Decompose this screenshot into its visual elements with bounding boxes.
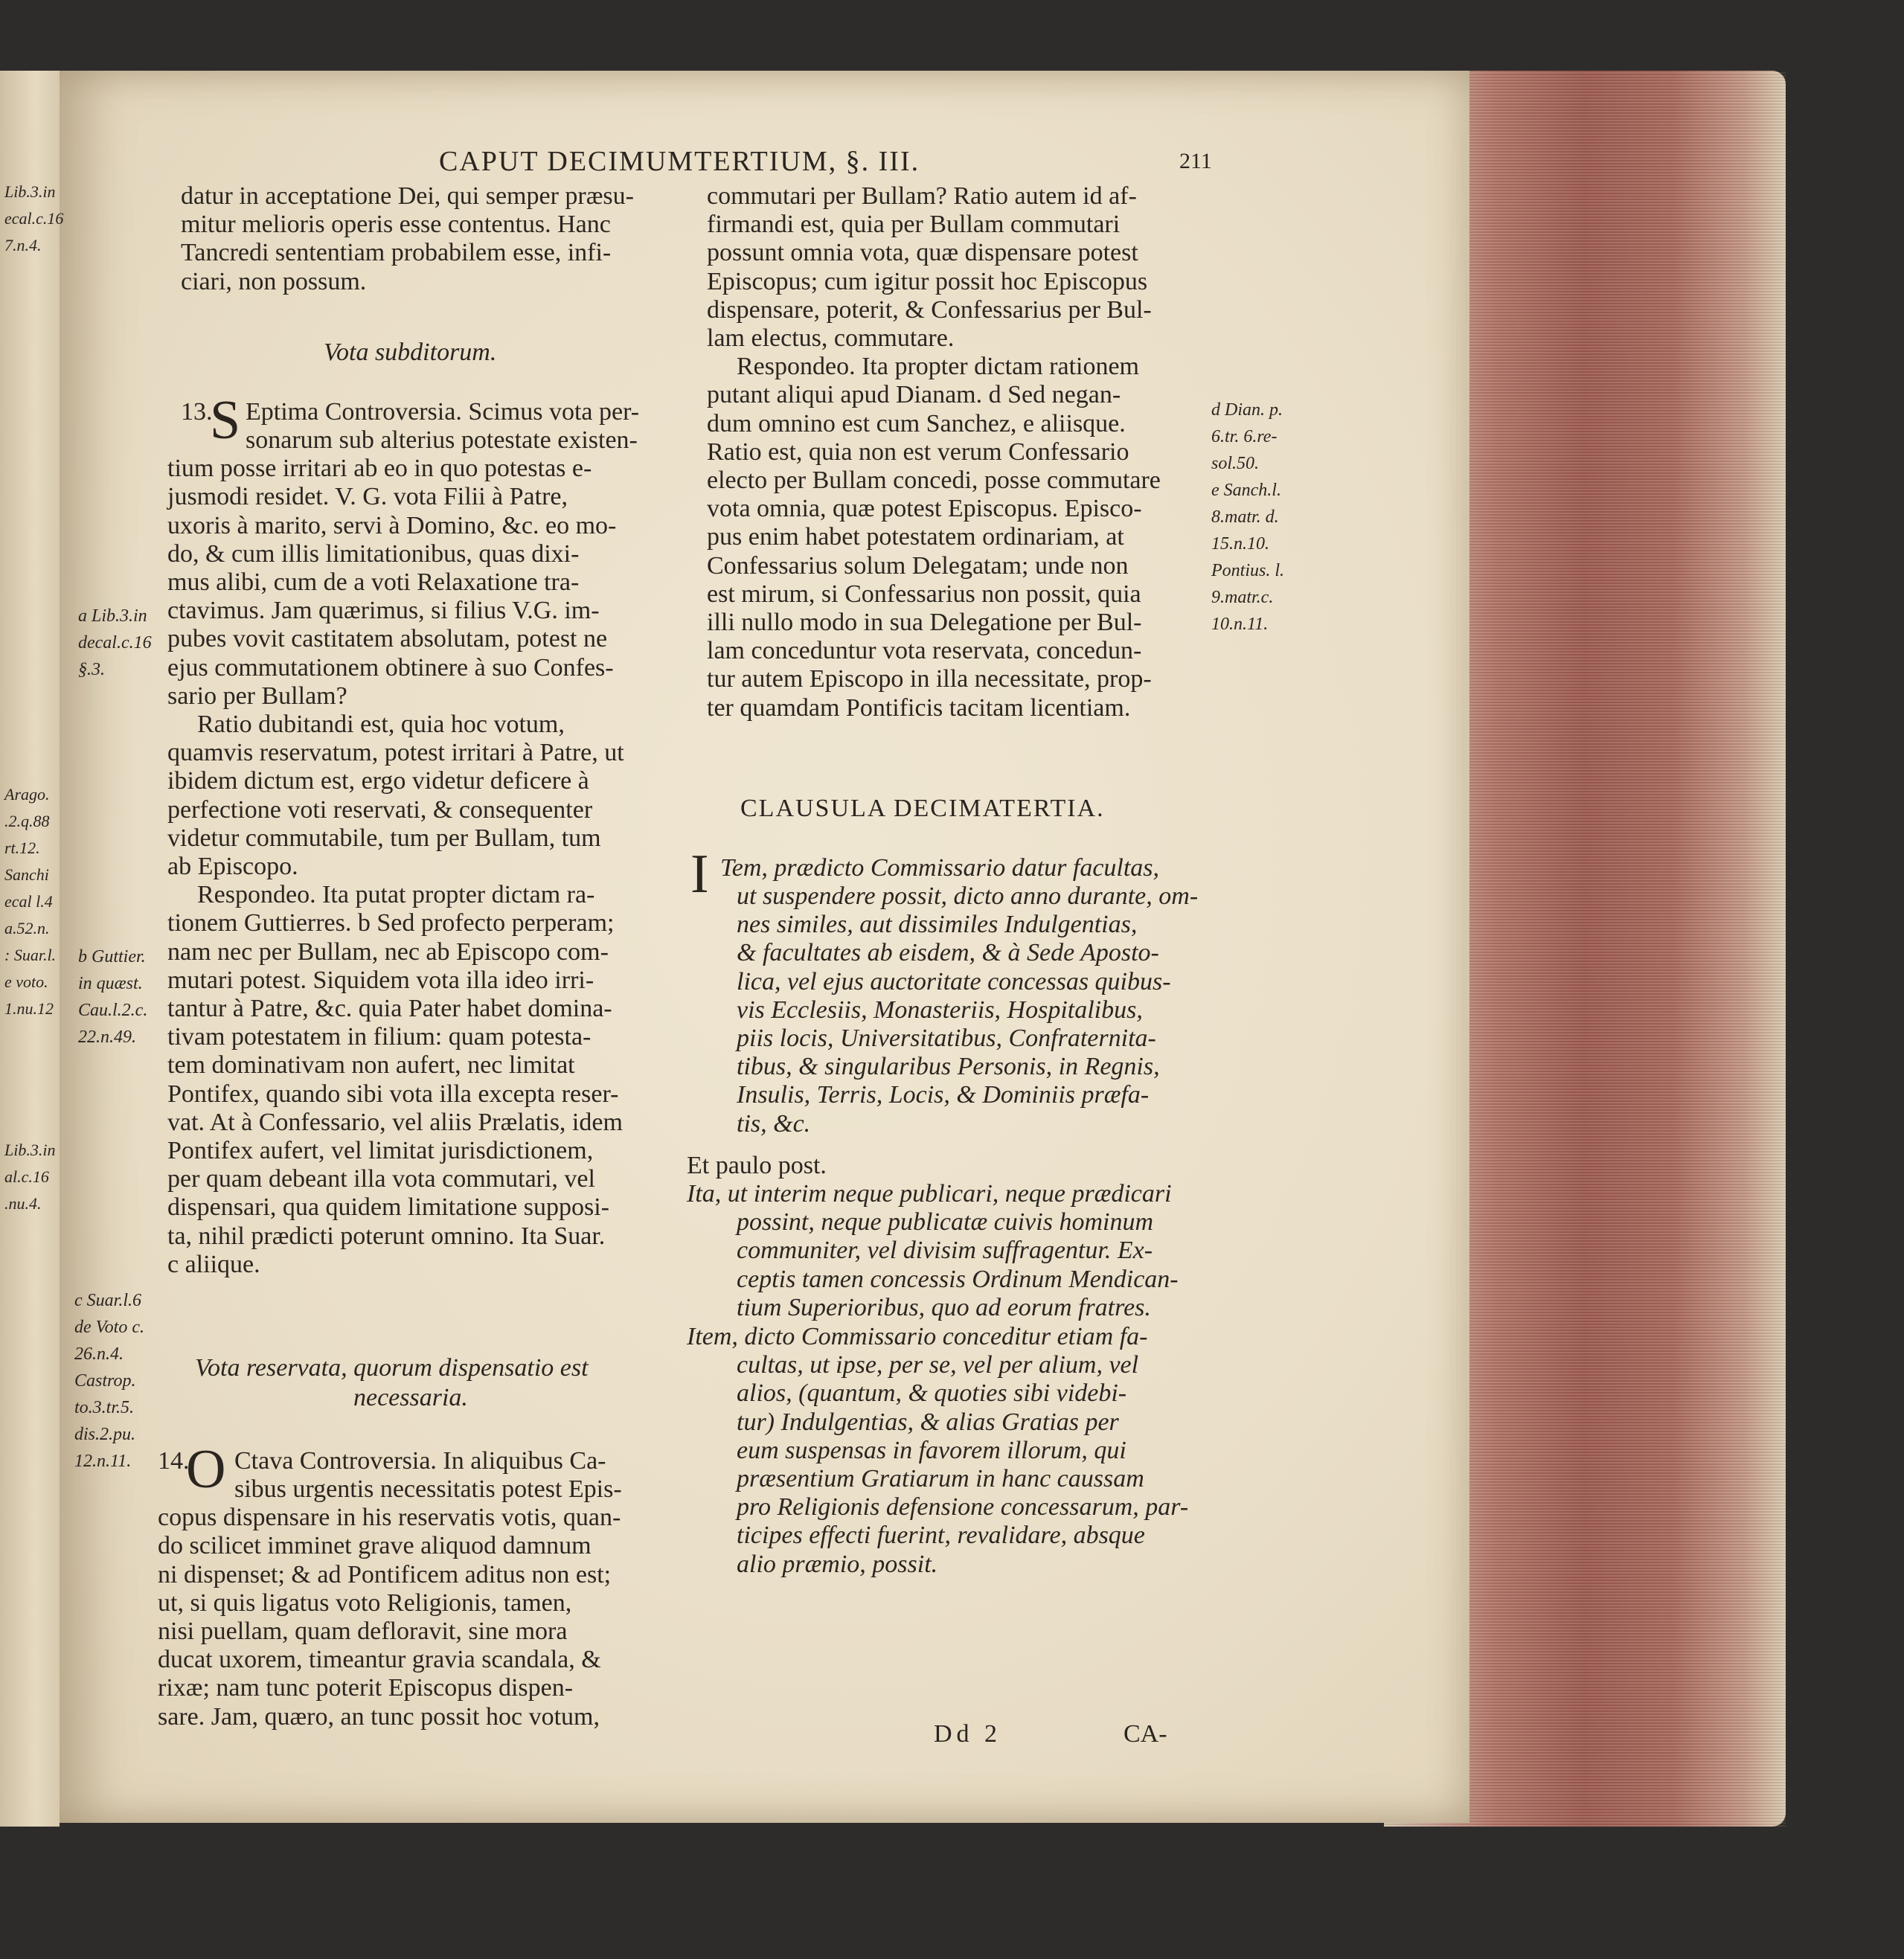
left-margin-fragment: rt.12. (4, 839, 40, 857)
text-line: lam conceduntur vota reservata, concedun- (707, 637, 1142, 665)
text-line: Confessarius solum Delegatam; unde non (707, 551, 1129, 580)
text-line: rixæ; nam tunc poterit Episcopus dispen- (158, 1674, 574, 1702)
text-line: tium posse irritari ab eo in quo potestas e- (167, 455, 592, 483)
text-line: ticipes effecti fuerint, revalidare, absque (737, 1522, 1145, 1550)
text-line: ceptis tamen concessis Ordinum Mendican- (737, 1265, 1179, 1293)
text-line: 8.matr. d. (1211, 507, 1279, 527)
text-line: Pontifex aufert, vel limitat jurisdictionem, (167, 1137, 594, 1165)
para14-body (158, 1475, 622, 1731)
clause-title: CLAUSULA DECIMATERTIA. (740, 795, 1105, 822)
text-line: c Suar.l.6 (74, 1291, 141, 1310)
left-margin-fragment: Lib.3.in (4, 182, 56, 201)
text-line: videtur commutabile, tum per Bullam, tum (167, 824, 601, 852)
text-line: eum suspensas in favorem illorum, qui (737, 1436, 1126, 1464)
text-line: Respondeo. Ita putat propter dictam ra- (197, 881, 595, 909)
running-title: CAPUT DECIMUMTERTIUM, §. III. (439, 146, 920, 177)
text-line: electo per Bullam concedi, posse commutare (707, 466, 1161, 495)
text-line: tem dominativam non aufert, nec limitat (167, 1051, 575, 1080)
left-margin-fragment: a.52.n. (4, 919, 50, 937)
text-line: commutari per Bullam? Ratio autem id af- (707, 182, 1137, 210)
col2-text (707, 182, 1161, 722)
text-line: tur) Indulgentias, & alias Gratias per (737, 1408, 1119, 1436)
text-line: Castrop. (74, 1371, 136, 1391)
et-paulo-post: Et paulo post. (687, 1152, 827, 1179)
text-line: firmandi est, quia per Bullam commutari (707, 211, 1121, 239)
page-number: 211 (1179, 149, 1212, 173)
section-heading: necessaria. (353, 1384, 468, 1411)
text-line: jusmodi residet. V. G. vota Filii à Patre, (167, 483, 568, 511)
text-line: Pontifex, quando sibi vota illa excepta reser- (167, 1080, 619, 1108)
text-line: tionem Guttierres. b Sed profecto perperam; (167, 909, 615, 937)
para13-body (167, 426, 638, 1279)
text-line: mitur melioris operis esse contentus. Hanc (181, 211, 611, 239)
text-line: pubes vovit castitatem absolutam, potest ne (167, 625, 608, 653)
clause-first-line: Tem, prædicto Commissario datur facultas, (720, 854, 1160, 882)
text-line: illi nullo modo in sua Delegatione per Bul- (707, 609, 1142, 637)
text-line: a Lib.3.in (78, 606, 147, 626)
text-line: do, & cum illis limitationibus, quas dixi- (167, 539, 580, 568)
text-line: mus alibi, cum de a voti Relaxatione tra- (167, 568, 580, 597)
margin-note-a (78, 603, 152, 683)
para-number: 13. (181, 398, 213, 426)
section-heading: Vota subditorum. (324, 339, 497, 366)
drop-cap: O (186, 1439, 226, 1500)
text-line: possint, neque publicatæ cuivis hominum (737, 1208, 1154, 1237)
text-line: ducat uxorem, timeantur gravia scandala, & (158, 1646, 601, 1674)
text-line: Respondeo. Ita propter dictam rationem (737, 353, 1139, 381)
text-line: tur autem Episcopo in illa necessitate, prop- (707, 665, 1152, 693)
text-line: sare. Jam, quæro, an tunc possit hoc votum, (158, 1702, 600, 1731)
text-line: tium Superioribus, quo ad eorum fratres. (737, 1293, 1151, 1321)
text-line: tibus, & singularibus Personis, in Regnis, (737, 1053, 1160, 1081)
text-line: præsentium Gratiarum in hanc caussam (737, 1465, 1144, 1493)
text-line: quamvis reservatum, potest irritari à Patre, ut (167, 739, 624, 767)
margin-note-c (74, 1287, 144, 1475)
text-line: to.3.tr.5. (74, 1398, 135, 1417)
text-line: per quam debeant illa vota commutari, vel (167, 1165, 595, 1193)
text-line: d Dian. p. (1211, 400, 1283, 420)
text-line: & facultates ab eisdem, & à Sede Aposto- (737, 939, 1159, 967)
text-line: est mirum, si Confessarius non possit, quia (707, 580, 1141, 608)
text-line: e Sanch.l. (1211, 481, 1281, 500)
margin-note-b (78, 943, 147, 1051)
left-margin-fragment: : Suar.l. (4, 946, 57, 964)
text-line: 10.n.11. (1211, 615, 1269, 634)
text-line: Tancredi sententiam probabilem esse, infi- (181, 239, 612, 267)
text-line: Ratio dubitandi est, quia hoc votum, (197, 711, 565, 739)
ita-passage (687, 1180, 1179, 1322)
left-margin-fragment: ecal.c.16 (4, 209, 64, 228)
left-margin-fragment: 7.n.4. (4, 236, 42, 254)
text-line: ibidem dictum est, ergo videtur deficere à (167, 767, 589, 795)
text-line: do scilicet imminet grave aliquod damnum (158, 1532, 592, 1560)
left-margin-fragment: al.c.16 (4, 1167, 49, 1186)
text-line: uxoris à marito, servi à Domino, &c. eo mo- (167, 511, 617, 539)
text-line: decal.c.16 (78, 633, 152, 653)
text-line: ut, si quis ligatus voto Religionis, tamen, (158, 1588, 572, 1617)
text-line: communiter, vel divisim suffragentur. Ex- (737, 1237, 1153, 1265)
section-heading: Vota reservata, quorum dispensatio est (195, 1354, 589, 1382)
text-line: 22.n.49. (78, 1027, 136, 1047)
text-line: de Voto c. (74, 1318, 144, 1337)
text-line: Cau.l.2.c. (78, 1001, 148, 1020)
text-line: tis, &c. (737, 1109, 811, 1138)
text-line: 9.matr.c. (1211, 588, 1274, 607)
text-line: b Guttier. (78, 947, 146, 966)
text-line: tivam potestatem in filium: quam potesta- (167, 1023, 592, 1051)
text-line: ta, nihil prædicti poterunt omnino. Ita Suar. (167, 1222, 606, 1250)
text-line: datur in acceptatione Dei, qui semper præsu- (181, 182, 634, 210)
left-margin-fragment: ecal l.4 (4, 892, 53, 911)
left-margin-fragment: .nu.4. (4, 1194, 42, 1213)
para14-first-line: Ctava Controversia. In aliquibus Ca- (234, 1447, 606, 1475)
text-line: in quæst. (78, 974, 143, 993)
text-line: nes similes, aut dissimiles Indulgentias, (737, 911, 1138, 939)
text-line: pro Religionis defensione concessarum, par- (737, 1493, 1189, 1522)
text-line: Ita, ut interim neque publicari, neque prædicari (687, 1180, 1172, 1208)
text-line: piis locis, Universitatibus, Confraternita- (737, 1025, 1156, 1053)
text-line: lica, vel ejus auctoritate concessas quibus- (737, 967, 1171, 995)
text-line: dispensari, qua quidem limitatione supposi- (167, 1193, 609, 1222)
text-line: cultas, ut ipse, per se, vel per alium, vel (737, 1351, 1139, 1379)
text-line: sol.50. (1211, 454, 1260, 473)
text-line: ctavimus. Jam quærimus, si filius V.G. im- (167, 597, 600, 625)
text-line: lam electus, commutare. (707, 324, 955, 353)
text-line: sonarum sub alterius potestate existen- (246, 426, 638, 454)
signature-mark: Dd 2 (934, 1720, 1002, 1748)
drop-cap: S (210, 390, 241, 451)
text-line: sario per Bullam? (167, 682, 347, 710)
text-line: vat. At à Confessario, vel aliis Prælatis, idem (167, 1108, 623, 1136)
text-line: §.3. (78, 660, 105, 679)
text-line: vota omnia, quæ potest Episcopus. Episco- (707, 495, 1142, 523)
left-margin-fragment: e voto. (4, 972, 48, 991)
text-line: putant aliqui apud Dianam. d Sed negan- (707, 381, 1121, 409)
text-line: sibus urgentis necessitatis potest Epis- (234, 1475, 622, 1503)
text-line: nam nec per Bullam, nec ab Episcopo com- (167, 937, 609, 966)
left-margin-fragment: Sanchi (4, 865, 49, 884)
text-line: ut suspendere possit, dicto anno durante, om- (737, 882, 1199, 910)
text-line: tantur à Patre, &c. quia Pater habet domina- (167, 995, 612, 1023)
text-line: ab Episcopo. (167, 853, 298, 881)
left-margin-fragment: Lib.3.in (4, 1141, 56, 1159)
para-number: 14. (158, 1447, 190, 1475)
text-line: pus enim habet potestatem ordinariam, at (707, 523, 1124, 551)
text-line: copus dispensare in his reservatis votis, quan- (158, 1504, 621, 1532)
text-line: possunt omnia vota, quæ dispensare potest (707, 239, 1138, 267)
text-line: ter quamdam Pontificis tacitam licentiam. (707, 693, 1131, 722)
left-margin-fragment: .2.q.88 (4, 812, 50, 830)
text-line: 15.n.10. (1211, 534, 1269, 554)
text-line: 12.n.11. (74, 1452, 132, 1471)
catchword: CA- (1124, 1720, 1167, 1748)
drop-cap: I (690, 844, 709, 905)
text-line: Insulis, Terris, Locis, & Dominiis præfa- (737, 1081, 1150, 1109)
text-line: alios, (quantum, & quoties sibi videbi- (737, 1379, 1127, 1408)
text-line: 26.n.4. (74, 1344, 124, 1364)
text-line: Pontius. l. (1211, 561, 1285, 580)
text-line: dispensare, poterit, & Confessarius per Bul- (707, 295, 1152, 324)
text-line: 6.tr. 6.re- (1211, 427, 1278, 446)
text-line: Ratio est, quia non est verum Confessario (707, 437, 1129, 466)
text-line: nisi puellam, quam defloravit, sine mora (158, 1617, 568, 1646)
col1-intro (181, 182, 634, 296)
text-line: perfectione voti reservati, & consequenter (167, 795, 593, 824)
text-line: vis Ecclesiis, Monasteriis, Hospitalibus, (737, 995, 1143, 1024)
left-margin-fragment: 1.nu.12 (4, 999, 54, 1018)
left-margin-fragment: Arago. (4, 785, 50, 804)
para13-first-line: Eptima Controversia. Scimus vota per- (246, 398, 640, 426)
text-line: alio præmio, possit. (737, 1550, 938, 1578)
text-line: ciari, non possum. (181, 267, 367, 295)
text-line: Episcopus; cum igitur possit hoc Episcopus (707, 267, 1148, 295)
item-passage (687, 1323, 1188, 1579)
margin-note-d-e (1211, 397, 1284, 638)
text-line: dis.2.pu. (74, 1425, 136, 1444)
text-line: ni dispenset; & ad Pontificem aditus non est; (158, 1560, 612, 1588)
text-line: c aliique. (167, 1250, 260, 1278)
text-line: ejus commutationem obtinere à suo Confes- (167, 653, 614, 682)
text-line: dum omnino est cum Sanchez, e aliisque. (707, 409, 1126, 437)
clause-body (737, 882, 1198, 1138)
text-line: mutari potest. Siquidem vota illa ideo irri- (167, 966, 594, 994)
text-line: Item, dicto Commissario conceditur etiam fa- (687, 1323, 1148, 1350)
